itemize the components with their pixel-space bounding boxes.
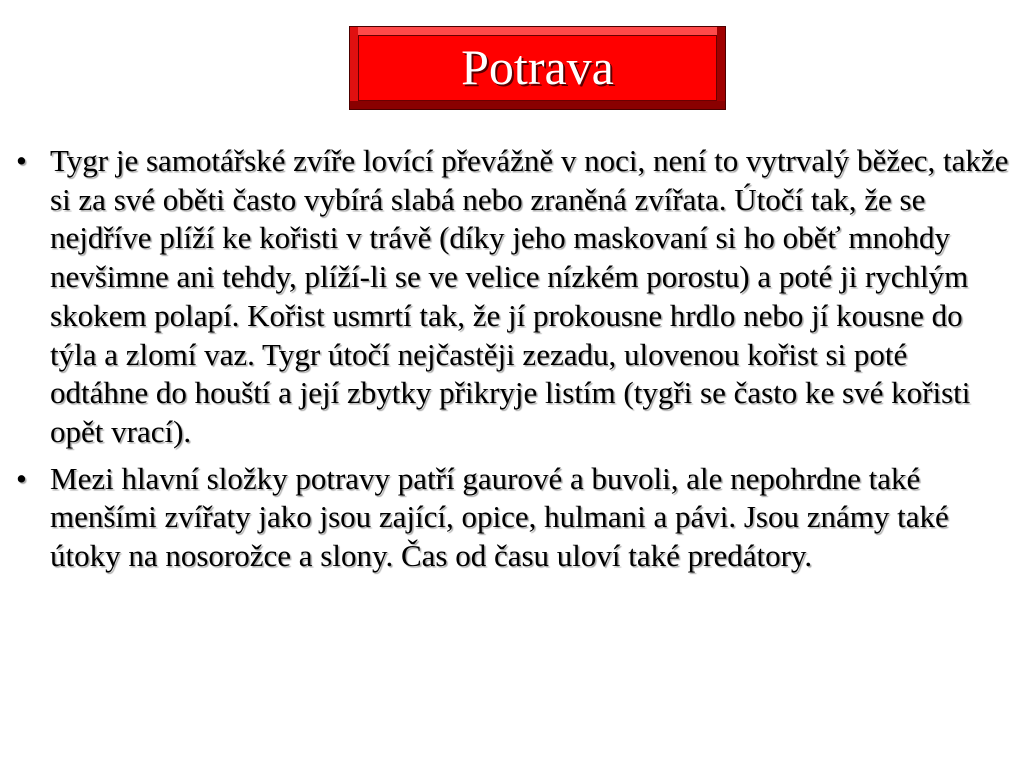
bullet-icon: • bbox=[16, 143, 27, 178]
title-banner bbox=[349, 26, 726, 110]
bullet-item bbox=[14, 142, 1010, 452]
slide-title: Potrava bbox=[461, 39, 614, 95]
bullet-list bbox=[14, 142, 1010, 584]
bullet-text: Mezi hlavní složky potravy patří gaurové a buvoli, ale nepohrdne také menšími zvířaty jako jsou zající, opice, hulmani a pávi. Jsou známy také útoky na nosorožce a slony. Čas od času uloví také predátory. bbox=[50, 460, 949, 574]
bullet-icon: • bbox=[16, 460, 27, 496]
title-bevel-top bbox=[350, 27, 725, 35]
bullet-item bbox=[14, 460, 1010, 576]
bullet-text: Tygr je samotářské zvíře lovící převážně v noci, není to vytrvalý běžec, takže si za své oběti často vybírá slabá nebo zraněná zvířata. Útočí tak, že se nejdříve plíží ke kořisti v trávě (díky jeho maskovaní si ho oběť mnohdy nevšimne ani tehdy, plíží-li se ve velice nízkém porostu) a poté ji rychlým skokem polapí. Kořist usmrtí tak, že jí prokousne hrdlo nebo jí kousne do týla a zlomí vaz. Tygr útočí nejčastěji zezadu, ulovenou kořist si poté odtáhne do houští a její zbytky přikryje listím (tygři se často ke své kořisti opět vrací). bbox=[50, 143, 1009, 449]
title-bevel-bottom bbox=[350, 101, 725, 109]
